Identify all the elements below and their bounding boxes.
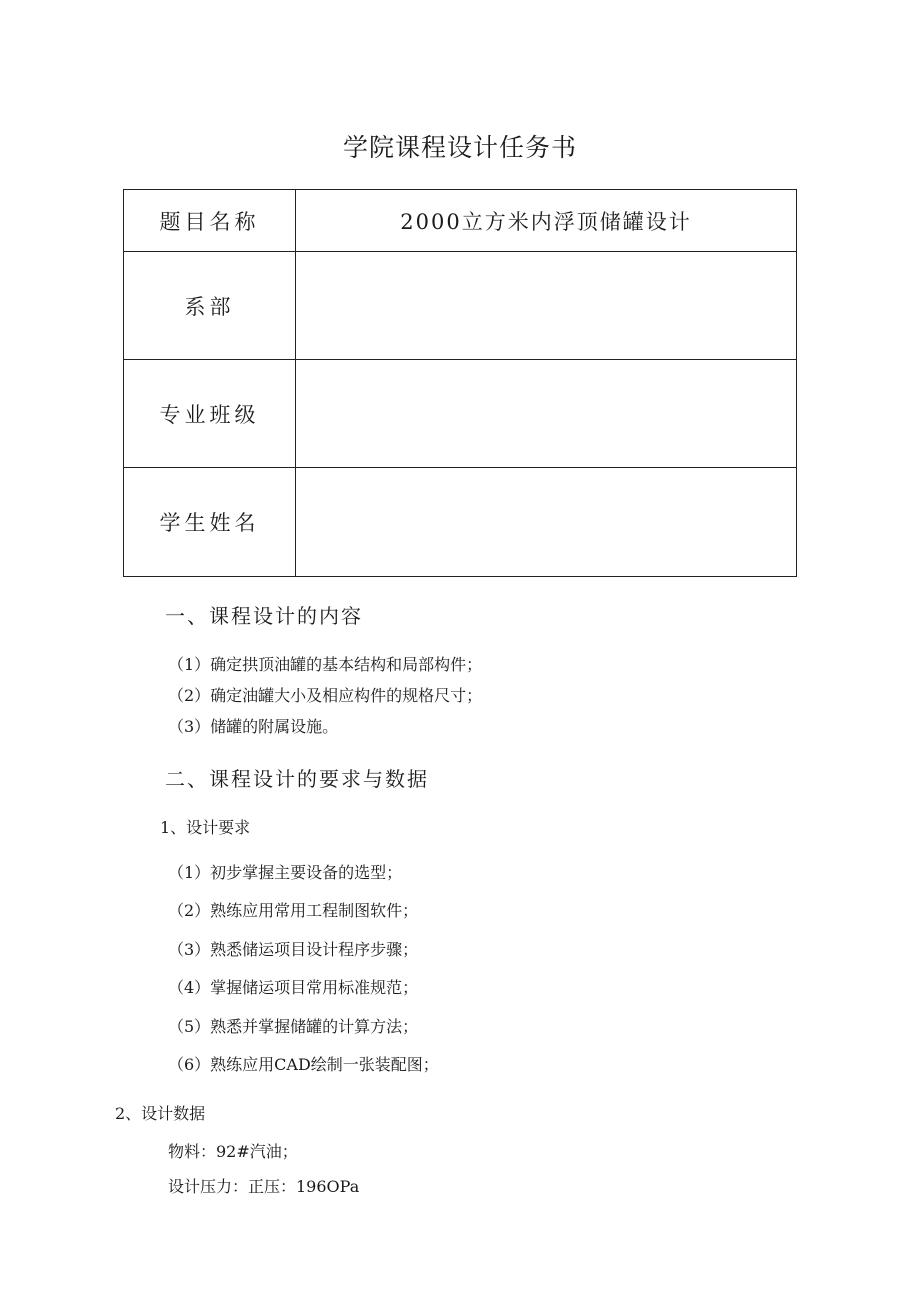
- section2-heading: 二、课程设计的要求与数据: [165, 767, 429, 791]
- department-label: 系部: [124, 252, 296, 360]
- document-title: 学院课程设计任务书: [342, 133, 577, 162]
- class-value: [296, 360, 797, 468]
- list-item: （5）熟悉并掌握储罐的计算方法；: [168, 1017, 419, 1036]
- info-table: [123, 189, 797, 577]
- list-item: （4）掌握储运项目常用标准规范；: [168, 978, 419, 997]
- list-item: （1）初步掌握主要设备的选型；: [168, 863, 403, 882]
- table-row: [124, 252, 797, 360]
- list-item: （3）熟悉储运项目设计程序步骤；: [168, 940, 419, 959]
- student-name-value: [296, 468, 797, 577]
- subsection2-heading: 2、设计数据: [115, 1104, 206, 1123]
- section1-heading: 一、课程设计的内容: [165, 604, 363, 628]
- topic-label: 题目名称: [124, 190, 296, 252]
- list-item: （1）确定拱顶油罐的基本结构和局部构件；: [168, 655, 483, 674]
- table-row: [124, 468, 797, 577]
- table-row: [124, 360, 797, 468]
- class-label: 专业班级: [124, 360, 296, 468]
- list-item: （3）储罐的附属设施。: [168, 717, 339, 736]
- subsection1-heading: 1、设计要求: [160, 818, 251, 837]
- student-name-label: 学生姓名: [124, 468, 296, 577]
- table-row: [124, 190, 797, 252]
- list-item: 设计压力：正压：196OPa: [168, 1177, 360, 1196]
- list-item: （6）熟练应用CAD绘制一张装配图；: [168, 1055, 439, 1074]
- department-value: [296, 252, 797, 360]
- list-item: （2）确定油罐大小及相应构件的规格尺寸；: [168, 686, 483, 705]
- list-item: （2）熟练应用常用工程制图软件；: [168, 901, 419, 920]
- list-item: 物料：92#汽油；: [168, 1142, 298, 1161]
- topic-value: 2000立方米内浮顶储罐设计: [296, 190, 797, 252]
